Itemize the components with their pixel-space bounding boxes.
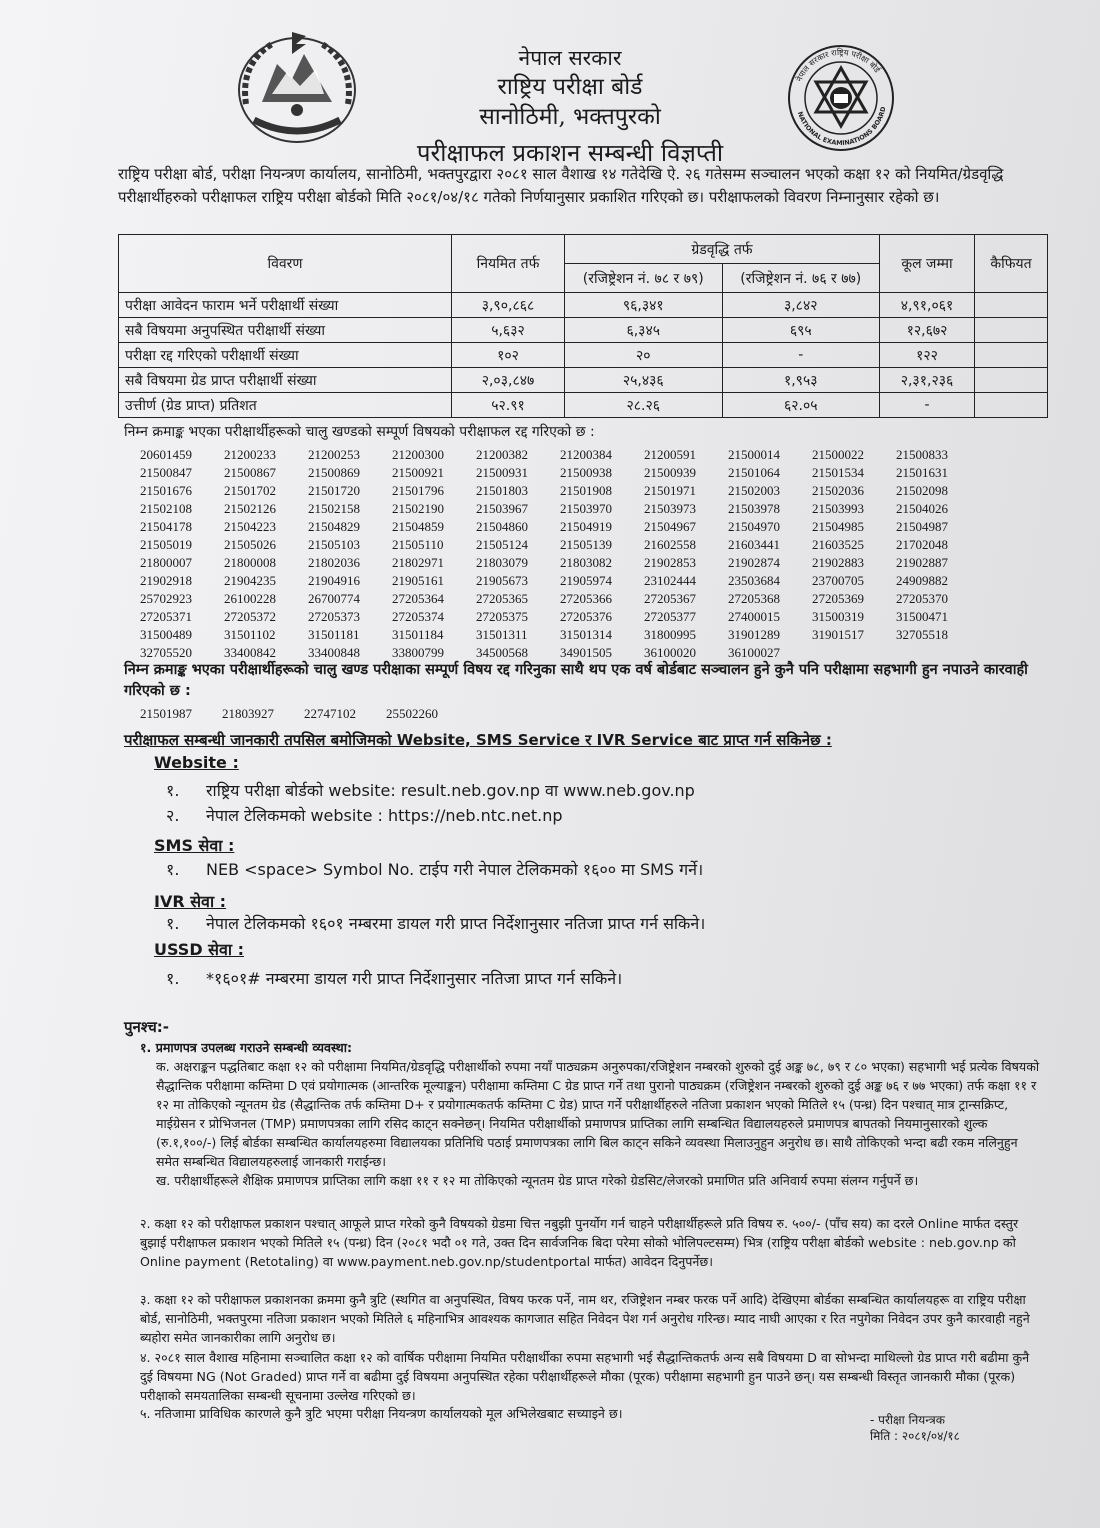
roll-number: 21504829	[308, 519, 360, 534]
cell-reg2: १,९५३	[722, 368, 880, 393]
roll-number: 21500022	[812, 447, 864, 462]
roll-number: 21905673	[476, 573, 528, 588]
roll-number: 32705518	[896, 627, 948, 642]
row-label: उत्तीर्ण (ग्रेड प्राप्त) प्रतिशत	[119, 393, 452, 418]
roll-number: 21504970	[728, 519, 780, 534]
roll-number: 31501311	[476, 627, 528, 642]
website-heading: Website :	[154, 753, 239, 772]
roll-number: 23503684	[728, 573, 780, 588]
item-text: राष्ट्रिय परीक्षा बोर्डको website: result.neb.gov.np वा www.neb.gov.np	[206, 781, 695, 800]
svg-text:नेपाल सरकार राष्ट्रिय परीक्षा	[794, 47, 883, 83]
roll-number: 21803079	[476, 555, 528, 570]
cell-total: २,३१,२३६	[880, 368, 975, 393]
col-reg-78-79: (रजिष्ट्रेशन नं. ७८ र ७९)	[565, 264, 723, 293]
table-row	[119, 293, 1048, 318]
roll-number: 21902887	[896, 555, 948, 570]
roll-number: 27205371	[140, 609, 192, 624]
cell-regular: ५२.९१	[452, 393, 565, 418]
row-label: सबै विषयमा ग्रेड प्राप्त परीक्षार्थी संख्या	[119, 368, 452, 393]
roll-number: 21500847	[140, 465, 192, 480]
roll-number: 27205376	[560, 609, 612, 624]
item-text: *१६०१# नम्बरमा डायल गरी प्राप्त निर्देशानुसार नतिजा प्राप्त गर्न सकिने।	[206, 969, 623, 988]
roll-number: 21902918	[140, 573, 192, 588]
roll-number: 31901517	[812, 627, 864, 642]
roll-number: 27205369	[812, 591, 864, 606]
roll-number: 21603525	[812, 537, 864, 552]
postscript-p1-title: १. प्रमाणपत्र उपलब्ध गराउने सम्बन्धी व्यवस्था:	[140, 1040, 353, 1055]
roll-number: 21503970	[560, 501, 612, 516]
roll-number: 21505026	[224, 537, 276, 552]
roll-number: 21500939	[644, 465, 696, 480]
seal-top-text: नेपाल सरकार राष्ट्रिय परीक्षा बोर्ड	[794, 47, 882, 84]
cell-reg2: ६२.०५	[722, 393, 880, 418]
roll-number: 21503978	[728, 501, 780, 516]
roll-number: 27205377	[644, 609, 696, 624]
roll-number: 21902874	[728, 555, 780, 570]
roll-number: 21504987	[896, 519, 948, 534]
header-board: राष्ट्रिय परीक्षा बोर्ड	[497, 74, 643, 100]
roll-number: 27205364	[392, 591, 444, 606]
cell-reg1: ९६,३४१	[565, 293, 723, 318]
roll-number: 31501181	[308, 627, 360, 642]
postscript-p5: ५. नतिजामा प्राविधिक कारणले कुनै त्रुटि भएमा परीक्षा नियन्त्रण कार्यालयको मूल अभिलेखबाट सच्याइने छ।	[140, 1406, 623, 1421]
roll-number: 21504967	[644, 519, 696, 534]
roll-number: 27205367	[644, 591, 696, 606]
nepal-emblem-icon	[232, 24, 362, 146]
roll-number: 21505110	[392, 537, 444, 552]
cell-remarks	[975, 393, 1048, 418]
item-number: १.	[166, 781, 180, 800]
table-row	[119, 318, 1048, 343]
roll-number: 21504859	[392, 519, 444, 534]
roll-number: 21603441	[728, 537, 780, 552]
sms-heading: SMS सेवा :	[154, 836, 235, 855]
item-text: NEB <space> Symbol No. टाईप गरी नेपाल टेलिकमको १६०० मा SMS गर्ने।	[206, 860, 704, 879]
roll-number: 21200233	[224, 447, 276, 462]
result-stats-table	[118, 234, 1048, 418]
roll-number: 27205370	[896, 591, 948, 606]
roll-number: 21905974	[560, 573, 612, 588]
roll-number: 21800007	[140, 555, 192, 570]
cell-total: १२२	[880, 343, 975, 368]
roll-number: 21502003	[728, 483, 780, 498]
roll-number: 21501676	[140, 483, 192, 498]
cell-remarks	[975, 368, 1048, 393]
roll-number: 21504223	[224, 519, 276, 534]
seal-bottom-text: NATIONAL EXAMINATIONS BOARD	[795, 105, 888, 148]
roll-number: 33800799	[392, 645, 444, 660]
roll-number: 33400848	[308, 645, 360, 660]
list-item	[166, 912, 705, 934]
item-number: १.	[166, 860, 180, 879]
table-row	[119, 368, 1048, 393]
table-row	[119, 343, 1048, 368]
roll-number: 25702923	[140, 591, 192, 606]
cell-reg1: २८.२६	[565, 393, 723, 418]
signature-block	[870, 1412, 960, 1444]
roll-number: 21501971	[644, 483, 696, 498]
roll-number: 27205365	[476, 591, 528, 606]
roll-number: 21803927	[222, 706, 274, 721]
roll-number: 26700774	[308, 591, 360, 606]
roll-number: 21502098	[896, 483, 948, 498]
roll-number: 21602558	[644, 537, 696, 552]
roll-number: 23700705	[812, 573, 864, 588]
roll-number: 21500833	[896, 447, 948, 462]
cell-regular: २,०३,८४७	[452, 368, 565, 393]
cancelled-roll-list	[140, 446, 1040, 661]
roll-number: 27205366	[560, 591, 612, 606]
item-number: २.	[166, 806, 180, 825]
roll-number: 21200384	[560, 447, 612, 462]
info-heading: परीक्षाफल सम्बन्धी जानकारी तपसिल बमोजिमको Website, SMS Service र IVR Service बाट प्राप्त गर्न सकिनेछ :	[124, 731, 832, 749]
roll-number: 21501702	[224, 483, 276, 498]
roll-number: 27205375	[476, 609, 528, 624]
roll-number: 21504860	[476, 519, 528, 534]
roll-number: 21802036	[308, 555, 360, 570]
roll-number: 31500319	[812, 609, 864, 624]
roll-number: 21803082	[560, 555, 612, 570]
roll-number: 21503973	[644, 501, 696, 516]
roll-number: 27205373	[308, 609, 360, 624]
postscript-heading: पुनश्च:-	[124, 1018, 169, 1036]
cell-reg1: २५,४३६	[565, 368, 723, 393]
roll-number: 23102444	[644, 573, 696, 588]
roll-number: 26100228	[224, 591, 276, 606]
neb-seal-icon	[782, 44, 900, 152]
roll-number: 21905161	[392, 573, 444, 588]
roll-number: 21502190	[392, 501, 444, 516]
roll-number: 31800995	[644, 627, 696, 642]
list-item	[166, 858, 703, 880]
roll-number: 20601459	[140, 447, 192, 462]
roll-number: 31501184	[392, 627, 444, 642]
roll-number: 21902853	[644, 555, 696, 570]
col-grade-increase: ग्रेडवृद्धि तर्फ	[565, 235, 880, 264]
intro-paragraph: राष्ट्रिय परीक्षा बोर्ड, परीक्षा नियन्त्रण कार्यालय, सानोठिमी, भक्तपुरद्वारा २०८१ साल वैशाख १४ गतेदेखि ऐ. २६ गतेसम्म सञ्चालन भएको कक्षा १२ को नियमित/ग्रेडवृद्धि परीक्षार्थीहरुको परीक्षाफल राष्ट्रिय परीक्षा बोर्डको मिति २०८१/०४/१८ गतेको निर्णयानुसार प्रकाशित गरिएको छ। परीक्षाफलको विवरण निम्नानुसार रहेको छ।	[118, 165, 1004, 206]
roll-number: 21500931	[476, 465, 528, 480]
col-detail: विवरण	[119, 235, 452, 293]
roll-number: 21904235	[224, 573, 276, 588]
roll-number: 21501803	[476, 483, 528, 498]
list-item	[166, 967, 622, 989]
roll-number: 27205368	[728, 591, 780, 606]
cell-total: -	[880, 393, 975, 418]
signature-date: मिति : २०८१/०४/१८	[870, 1429, 960, 1443]
row-label: परीक्षा आवेदन फाराम भर्ने परीक्षार्थी संख्या	[119, 293, 452, 318]
roll-number: 21500921	[392, 465, 444, 480]
cell-reg2: -	[722, 343, 880, 368]
postscript-p3: ३. कक्षा १२ को परीक्षाफल प्रकाशनका क्रममा कुनै त्रुटि (स्थगित वा अनुपस्थित, विषय फरक पर्ने, नाम थर, रजिष्ट्रेशन नम्बर फरक पर्ने आदि) देखिएमा बोर्डका सम्बन्धित कार्यालयहरू वा राष्ट्रिय परीक्षा बोर्ड, सानोठिमी, भक्तपुरमा नतिजा प्रकाशन भएको मितिले ६ महिनाभित्र आवश्यक कागजात सहित निवेदन पेश गर्न अनुरोध गरिन्छ। म्याद नाघी आएका र रित नपुगेका निवेदन उपर कुनै कारवाही नहुने ब्यहोरा समेत जानकारीका लागि अनुरोध छ।	[140, 1292, 1030, 1345]
roll-number: 21505139	[560, 537, 612, 552]
item-text: नेपाल टेलिकमको website : https://neb.ntc.net.np	[206, 806, 563, 825]
cell-reg2: ६९५	[722, 318, 880, 343]
ussd-heading: USSD सेवा :	[154, 940, 244, 959]
roll-number: 25502260	[386, 706, 438, 721]
cell-remarks	[975, 318, 1048, 343]
roll-number: 21200591	[644, 447, 696, 462]
roll-number: 21502036	[812, 483, 864, 498]
col-total: कूल जम्मा	[880, 235, 975, 293]
roll-number: 21504178	[140, 519, 192, 534]
roll-number: 21501534	[812, 465, 864, 480]
roll-number: 36100027	[728, 645, 780, 660]
roll-number: 21904916	[308, 573, 360, 588]
roll-number: 21502126	[224, 501, 276, 516]
postscript-p1-ka: क. अक्षराङ्कन पद्धतिबाट कक्षा १२ को परीक्षामा नियमित/ग्रेडवृद्धि परीक्षार्थीको रुपमा नयाँ पाठ्यक्रम अनुरुपका/रजिष्ट्रेशन नम्बरको शुरुको दुई अङ्क ७८, ७९ र ८० भएका) सहभागी भई प्रत्येक विषयको सैद्धान्तिक परीक्षामा कम्तिमा D एवं प्रयोगात्मक (आन्तरिक मूल्याङ्कन) परीक्षामा कम्तिमा C ग्रेड प्राप्त गर्ने तथा पुरानो पाठ्यक्रम (रजिष्ट्रेशन नम्बरको शुरुको दुई अङ्क ७६ र ७७ भएका) तर्फ कक्षा ११ र १२ मा तोकिएको न्यूनतम ग्रेड (सैद्धान्तिक तर्फ कम्तिमा D+ र प्रयोगात्मकतर्फ कम्तिमा C ग्रेड) प्राप्त गर्ने परीक्षार्थीहरुले नतिजा प्रकाशन भएको मितिले १५ (पन्ध्र) दिन पश्चात् मात्र ट्रान्सक्रिप्ट, माईग्रेसन र प्रोभिजनल (TMP) प्रमाणपत्रका लागि रसिद काट्न सक्नेछन्। नियमित परीक्षार्थीको प्रमाणपत्र प्राप्तिका लागि सम्बन्धित विद्यालयहरुले प्रमाणपत्र बापतको नियमानुसारको शुल्क (रु.१,१००/-) लिई बोर्डका सम्बन्धित कार्यालयहरुमा विद्यालयका प्रतिनिधि पठाई प्रमाणपत्रका लागि बिल काट्न सकिने व्यवस्था मिलाउनुहुन अनुरोध छ। साथै तोकिएको भन्दा बढी रकम नलिनुहुन समेत सम्बन्धित विद्यालयहरुलाई जानकारी गराईन्छ।	[156, 1059, 1040, 1169]
item-number: १.	[166, 969, 180, 988]
col-reg-76-77: (रजिष्ट्रेशन नं. ७६ र ७७)	[722, 264, 880, 293]
roll-number: 21902883	[812, 555, 864, 570]
roll-number: 21502108	[140, 501, 192, 516]
cell-regular: ३,९०,८६८	[452, 293, 565, 318]
roll-number: 31501102	[224, 627, 276, 642]
list-item	[166, 804, 563, 826]
roll-number: 21502158	[308, 501, 360, 516]
roll-number: 21503967	[476, 501, 528, 516]
banned-roll-list	[140, 706, 438, 722]
postscript-p1-kha: ख. परीक्षार्थीहरूले शैक्षिक प्रमाणपत्र प्राप्तिका लागि कक्षा ११ र १२ मा तोकिएको न्यूनतम ग्रेड प्राप्त गरेको ग्रेडसिट/लेजरको प्रमाणित प्रति अनिवार्य रुपमा संलग्न गर्नुपर्ने छ।	[156, 1173, 919, 1188]
cell-reg2: ३,८४२	[722, 293, 880, 318]
roll-number: 27400015	[728, 609, 780, 624]
roll-number: 21702048	[896, 537, 948, 552]
roll-number: 21504985	[812, 519, 864, 534]
notice-title: परीक्षाफल प्रकाशन सम्बन्धी विज्ञप्ती	[416, 139, 724, 167]
table-row	[119, 393, 1048, 418]
cell-total: ४,९१,०६१	[880, 293, 975, 318]
roll-number: 33400842	[224, 645, 276, 660]
roll-number: 34500568	[476, 645, 528, 660]
roll-number: 24909882	[896, 573, 948, 588]
roll-number: 21500014	[728, 447, 780, 462]
roll-number: 34901505	[560, 645, 612, 660]
roll-number: 36100020	[644, 645, 696, 660]
signature-role: - परीक्षा नियन्त्रक	[870, 1413, 945, 1427]
banned-heading: निम्न क्रमाङ्क भएका परीक्षार्थीहरूको चालु खण्ड परीक्षाका सम्पूर्ण विषय रद्द गरिनुका साथै थप एक वर्ष बोर्डबाट सञ्चालन हुने कुनै पनि परीक्षामा सहभागी हुन नपाउने कारवाही गरिएको छ :	[124, 662, 1028, 699]
roll-number: 21800008	[224, 555, 276, 570]
row-label: परीक्षा रद्द गरिएको परीक्षार्थी संख्या	[119, 343, 452, 368]
roll-number: 27205374	[392, 609, 444, 624]
cell-regular: ५,६३२	[452, 318, 565, 343]
roll-number: 21802971	[392, 555, 444, 570]
roll-number: 31501314	[560, 627, 612, 642]
roll-number: 21503993	[812, 501, 864, 516]
header-government: नेपाल सरकार	[518, 46, 622, 70]
roll-number: 21500867	[224, 465, 276, 480]
roll-number: 31901289	[728, 627, 780, 642]
item-text: नेपाल टेलिकमको १६०१ नम्बरमा डायल गरी प्राप्त निर्देशानुसार नतिजा प्राप्त गर्न सकिने।	[206, 914, 706, 933]
postscript-p2: २. कक्षा १२ को परीक्षाफल प्रकाशन पश्चात् आफूले प्राप्त गरेको कुनै विषयको ग्रेडमा चित्त नबुझी पुनर्योग गर्न चाहने परीक्षार्थीहरूले प्रति विषय रु. ५००/- (पाँच सय) का दरले Online मार्फत दस्तुर बुझाई परीक्षाफल प्रकाशन भएको मितिले १५ (पन्ध्र) दिन (२०८१ भदौ ०१ गते, उक्त दिन सार्वजनिक बिदा परेमा सोको भोलिपल्टसम्म) भित्र (राष्ट्रिय परीक्षा बोर्डको website : neb.gov.np को Online payment (Retotaling) वा www.payment.neb.gov.np/studentportal मार्फत) आवेदन दिनुपर्नेछ।	[140, 1216, 1019, 1269]
roll-number: 22747102	[304, 706, 356, 721]
col-remarks: कैफियत	[975, 235, 1048, 293]
postscript-p4: ४. २०८१ साल वैशाख महिनामा सञ्चालित कक्षा १२ को वार्षिक परीक्षामा नियमित परीक्षार्थीका रुपमा सहभागी भई सैद्धान्तिकतर्फ अन्य सबै विषयमा D वा सोभन्दा माथिल्लो ग्रेड प्राप्त गरी बढीमा कुनै दुई विषयमा NG (Not Graded) प्राप्त गर्ने वा बढीमा दुई विषयमा अनुपस्थित रहेका परीक्षार्थीहरूले मौका (पूरक) परीक्षामा सहभागी हुन पाउने छन्। यस सम्बन्धी विस्तृत जानकारी मौका (पूरक) परीक्षाको समयतालिका सम्बन्धी सूचनामा उल्लेख गरिएको छ।	[140, 1350, 1030, 1403]
cell-remarks	[975, 343, 1048, 368]
roll-number: 21500869	[308, 465, 360, 480]
cell-regular: १०२	[452, 343, 565, 368]
roll-number: 21501631	[896, 465, 948, 480]
col-regular: नियमित तर्फ	[452, 235, 565, 293]
roll-number: 31500489	[140, 627, 192, 642]
roll-number: 21500938	[560, 465, 612, 480]
list-item	[166, 779, 695, 801]
roll-number: 27205372	[224, 609, 276, 624]
cell-reg1: २०	[565, 343, 723, 368]
cell-reg1: ६,३४५	[565, 318, 723, 343]
cancelled-heading: निम्न क्रमाङ्क भएका परीक्षार्थीहरूको चालु खण्डको सम्पूर्ण विषयको परीक्षाफल रद्द गरिएको छ :	[124, 424, 595, 440]
cell-total: १२,६७२	[880, 318, 975, 343]
roll-number: 21501987	[140, 706, 192, 721]
roll-number: 32705520	[140, 645, 192, 660]
header	[360, 44, 780, 132]
ivr-heading: IVR सेवा :	[154, 892, 227, 911]
roll-number: 21504919	[560, 519, 612, 534]
item-number: १.	[166, 914, 180, 933]
roll-number: 21501796	[392, 483, 444, 498]
roll-number: 21501720	[308, 483, 360, 498]
roll-number: 21504026	[896, 501, 948, 516]
cell-remarks	[975, 293, 1048, 318]
roll-number: 31500471	[896, 609, 948, 624]
roll-number: 21200300	[392, 447, 444, 462]
header-location: सानोठिमी, भक्तपुरको	[479, 104, 661, 130]
roll-number: 21501908	[560, 483, 612, 498]
table-header-row	[119, 235, 1048, 264]
roll-number: 21505103	[308, 537, 360, 552]
roll-number: 21200382	[476, 447, 528, 462]
roll-number: 21501064	[728, 465, 780, 480]
roll-number: 21505019	[140, 537, 192, 552]
roll-number: 21200253	[308, 447, 360, 462]
row-label: सबै विषयमा अनुपस्थित परीक्षार्थी संख्या	[119, 318, 452, 343]
roll-number: 21505124	[476, 537, 528, 552]
